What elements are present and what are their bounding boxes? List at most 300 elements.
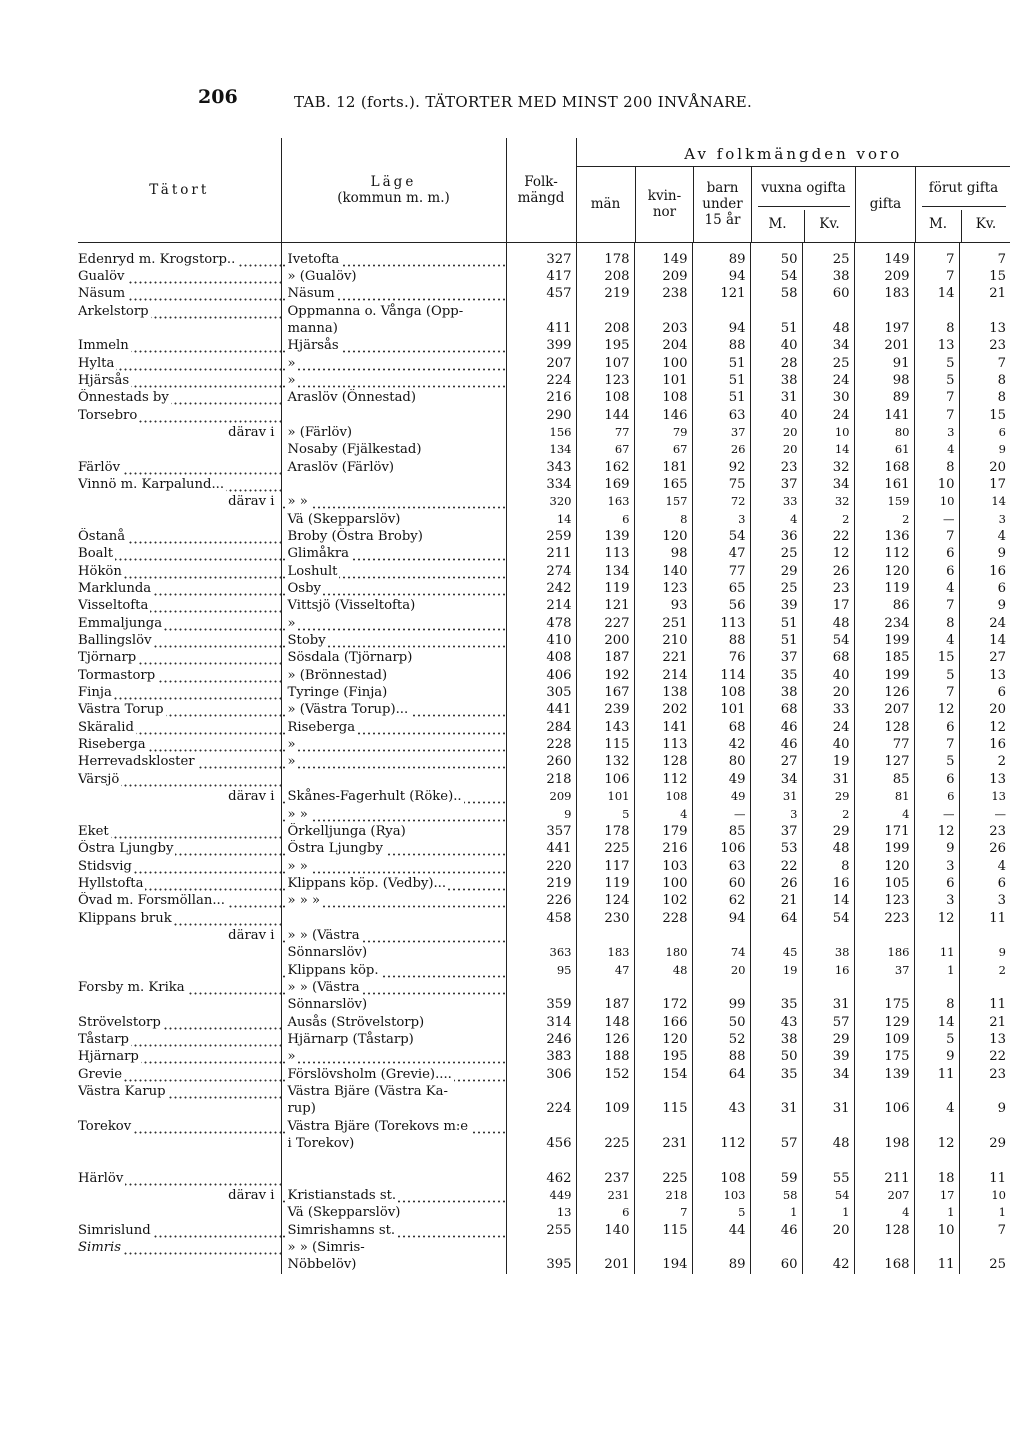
value-vk: 12 [802,545,854,562]
value-kv: 140 [634,563,692,580]
value-kv: 214 [634,667,692,684]
value-kv: 8 [634,511,692,528]
value-folk: 259 [506,528,576,545]
value-gifta [854,927,914,944]
table-row [78,736,1010,753]
value-vm: 51 [750,320,802,337]
tatort-name [78,1205,80,1220]
lage-cell [281,858,506,875]
header-forut-m: M. [928,216,948,232]
lage-text: » (Färlöv) [287,424,353,440]
table-row [78,858,1010,875]
value-fk: 20 [959,459,1010,476]
value-fk: 15 [959,407,1010,424]
value-fm: 3 [914,858,959,875]
value-kv: 149 [634,251,692,268]
value-fm: 4 [914,580,959,597]
value-fm [914,1083,959,1100]
value-man: 188 [576,1048,634,1065]
value-vm: 26 [750,875,802,892]
value-barn: 75 [692,476,750,493]
value-folk: 334 [506,476,576,493]
value-vm: 38 [750,372,802,389]
tatort-name: Västra Torup [78,702,164,718]
value-barn: 63 [692,407,750,424]
value-vk: 24 [802,372,854,389]
header-vuxna-kv: Kv. [819,216,840,232]
tatort-name: Emmaljunga [78,615,163,631]
lage-text: Ausås (Strövelstorp) [287,1014,425,1030]
tatort-name: därav i [228,1188,275,1204]
value-fk [959,979,1010,996]
value-fm: 4 [914,632,959,649]
value-vm: 20 [750,441,802,458]
tatort-cell [78,719,281,736]
value-fk: 27 [959,649,1010,666]
table-row [78,1204,1010,1221]
value-fm: 12 [914,823,959,840]
lage-text: Ivetofta [287,251,340,267]
lage-text: Stoby [287,633,326,649]
value-vm: 35 [750,996,802,1013]
value-gifta: 207 [854,1187,914,1204]
value-fm: 17 [914,1187,959,1204]
tatort-cell [78,320,281,337]
tatort-name [78,807,80,822]
header-lage [281,138,506,243]
table-row [78,389,1010,406]
value-vk: 54 [802,632,854,649]
table-row [78,927,1010,944]
value-vm: 46 [750,1222,802,1239]
value-man [576,927,634,944]
tatort-name [78,997,80,1012]
tatort-name: Grevie [78,1066,123,1082]
value-vk: 55 [802,1170,854,1187]
table-row [78,701,1010,718]
table-row [78,1100,1010,1117]
value-folk: 458 [506,910,576,927]
tatort-cell [78,1118,281,1135]
value-folk: 314 [506,1014,576,1031]
value-barn: 74 [692,944,750,961]
value-kv: 100 [634,875,692,892]
value-barn: 103 [692,1187,750,1204]
value-fk: 3 [959,511,1010,528]
value-vm: 46 [750,719,802,736]
value-vm: 22 [750,858,802,875]
value-fm: 7 [914,389,959,406]
tatort-cell [78,806,281,823]
value-gifta [854,979,914,996]
value-vk: 57 [802,1014,854,1031]
value-vk: 30 [802,389,854,406]
value-folk [506,303,576,320]
value-kv: 180 [634,944,692,961]
value-man: 126 [576,1031,634,1048]
table-row [78,251,1010,268]
lage-cell [281,996,506,1013]
value-vm: 50 [750,1048,802,1065]
value-gifta: 126 [854,684,914,701]
value-fm [914,1239,959,1256]
tatort-name: därav i [228,789,275,805]
value-barn: 51 [692,372,750,389]
lage-text: » [287,615,296,631]
value-fm [914,979,959,996]
value-fm: 15 [914,649,959,666]
value-man: 134 [576,563,634,580]
value-barn: 108 [692,684,750,701]
value-fm: 6 [914,563,959,580]
value-vk: 48 [802,840,854,857]
value-gifta: 127 [854,753,914,770]
value-vm: 1 [750,1204,802,1221]
table-header [78,138,1010,243]
value-fk: 22 [959,1048,1010,1065]
value-gifta: 211 [854,1170,914,1187]
lage-text: » » [287,494,308,510]
tatort-cell [78,996,281,1013]
lage-text: Skånes-Fagerhult (Röke).. [287,789,462,805]
value-fm: 14 [914,285,959,302]
tatort-name [78,1257,80,1272]
lage-text: manna) [287,320,338,336]
value-vk: 32 [802,493,854,510]
value-vm [750,1239,802,1256]
value-folk: 224 [506,372,576,389]
value-man: 231 [576,1187,634,1204]
value-fk: 2 [959,753,1010,770]
value-man: 115 [576,736,634,753]
value-man: 77 [576,424,634,441]
page-number: 206 [198,86,238,108]
table-row [78,840,1010,857]
value-vm: 27 [750,753,802,770]
value-vm [750,979,802,996]
tatort-name [78,512,80,527]
lage-text: Förslövsholm (Grevie).... [287,1066,452,1082]
lage-cell [281,1066,506,1083]
value-man: 200 [576,632,634,649]
value-man: 119 [576,580,634,597]
value-kv: 165 [634,476,692,493]
tatort-name: Ballingslöv [78,633,152,649]
value-folk [506,979,576,996]
value-man: 169 [576,476,634,493]
value-vk: 10 [802,424,854,441]
value-man: 101 [576,788,634,805]
lage-cell [281,701,506,718]
value-fm: 9 [914,1048,959,1065]
tatort-name: Eket [78,823,109,839]
value-gifta: 149 [854,251,914,268]
value-folk: 228 [506,736,576,753]
value-folk: 441 [506,840,576,857]
value-fk: 21 [959,1014,1010,1031]
value-kv: 181 [634,459,692,476]
value-kv: 93 [634,597,692,614]
value-gifta: 175 [854,996,914,1013]
header-lage-title: Läge [370,174,417,190]
tatort-cell [78,771,281,788]
value-vm [750,927,802,944]
value-vk: 38 [802,944,854,961]
table-row [78,528,1010,545]
value-man: 187 [576,996,634,1013]
tatort-name: Strövelstorp [78,1014,161,1030]
value-barn: 49 [692,788,750,805]
value-kv: 100 [634,355,692,372]
value-fm: 8 [914,320,959,337]
tatort-cell [78,858,281,875]
value-fk: 24 [959,615,1010,632]
table-row [78,424,1010,441]
value-man: 109 [576,1100,634,1117]
lage-text: Araslöv (Önnestad) [287,390,417,406]
lage-text: Hjärsås [287,338,339,354]
lage-cell [281,1083,506,1100]
value-vm: 46 [750,736,802,753]
lage-text: Västra Bjäre (Torekovs m:e [287,1118,469,1134]
value-fk: 4 [959,528,1010,545]
table-row [78,788,1010,805]
value-folk [506,1083,576,1100]
value-vk: 8 [802,858,854,875]
value-fm: — [914,511,959,528]
value-fk: 9 [959,944,1010,961]
tatort-cell [78,511,281,528]
value-folk: 260 [506,753,576,770]
tatort-cell [78,545,281,562]
table-row [78,407,1010,424]
value-man: 143 [576,719,634,736]
tatort-cell [78,563,281,580]
value-vk: 20 [802,684,854,701]
value-fk: 7 [959,251,1010,268]
value-fk: 9 [959,441,1010,458]
tatort-cell [78,701,281,718]
value-kv [634,1083,692,1100]
tatort-name: Skäralid [78,719,134,735]
table-row [78,511,1010,528]
value-folk: 406 [506,667,576,684]
table-row [78,962,1010,979]
lage-text: Nosaby (Fjälkestad) [287,442,422,458]
table-row [78,615,1010,632]
value-folk: 395 [506,1256,576,1273]
value-fm: 5 [914,753,959,770]
value-gifta: 128 [854,719,914,736]
value-vm: 25 [750,580,802,597]
table-row [78,910,1010,927]
header-forut: förut gifta M. Kv. [915,166,1011,242]
value-folk: 134 [506,441,576,458]
tatort-cell [78,476,281,493]
value-fm: 7 [914,251,959,268]
value-barn: 54 [692,528,750,545]
value-kv: 203 [634,320,692,337]
tatort-cell [78,528,281,545]
value-fm: 8 [914,615,959,632]
tatort-cell [78,667,281,684]
value-fm: 18 [914,1170,959,1187]
value-fk: 23 [959,1066,1010,1083]
tatort-cell [78,875,281,892]
value-kv: 216 [634,840,692,857]
value-barn: 65 [692,580,750,597]
population-table [78,138,1010,1274]
value-folk: 408 [506,649,576,666]
value-folk: 226 [506,892,576,909]
table-row [78,320,1010,337]
value-kv: 154 [634,1066,692,1083]
value-folk: 410 [506,632,576,649]
value-fm: 11 [914,1256,959,1273]
tatort-cell [78,268,281,285]
value-gifta: 185 [854,649,914,666]
value-man: 208 [576,268,634,285]
value-vk: 16 [802,962,854,979]
table-row [78,1083,1010,1100]
tatort-name: Boalt [78,546,114,562]
lage-cell [281,407,506,424]
value-barn: 47 [692,545,750,562]
table-row [78,1135,1010,1152]
header-lage-sub: (kommun m. m.) [337,190,450,206]
value-kv: 113 [634,736,692,753]
value-vk: 17 [802,597,854,614]
value-fk: 8 [959,389,1010,406]
value-barn: 3 [692,511,750,528]
value-man: 187 [576,649,634,666]
value-fk [959,927,1010,944]
value-vk: 40 [802,736,854,753]
tatort-cell [78,1170,281,1187]
value-vm [750,1083,802,1100]
value-gifta: 89 [854,389,914,406]
value-folk: 441 [506,701,576,718]
value-kv: 108 [634,389,692,406]
value-vk: 31 [802,771,854,788]
value-man: 124 [576,892,634,909]
tatort-cell [78,840,281,857]
value-man: 139 [576,528,634,545]
value-folk: 306 [506,1066,576,1083]
value-fm: 7 [914,528,959,545]
value-vk: 29 [802,1031,854,1048]
tatort-cell [78,580,281,597]
value-kv: 202 [634,701,692,718]
lage-cell [281,493,506,510]
tatort-cell [78,1083,281,1100]
lage-text [288,911,290,926]
table-row [78,806,1010,823]
value-gifta: 234 [854,615,914,632]
lage-cell [281,337,506,354]
value-fk: 13 [959,320,1010,337]
value-gifta: 109 [854,1031,914,1048]
lage-cell [281,1118,506,1135]
value-gifta: 61 [854,441,914,458]
value-fm: 7 [914,684,959,701]
header-tatort: Tätort [78,138,281,243]
lage-cell [281,1187,506,1204]
value-man: 117 [576,858,634,875]
value-vm: 3 [750,806,802,823]
value-barn [692,1239,750,1256]
value-man: 162 [576,459,634,476]
value-fk: 23 [959,337,1010,354]
value-fk: 7 [959,1222,1010,1239]
value-fk: 6 [959,875,1010,892]
value-vk: 1 [802,1204,854,1221]
value-vm: 50 [750,251,802,268]
value-kv: 238 [634,285,692,302]
lage-text: Östra Ljungby [287,841,383,857]
tatort-name: Tormastorp [78,667,156,683]
value-man: 140 [576,1222,634,1239]
value-gifta: 4 [854,1204,914,1221]
value-fk: 9 [959,597,1010,614]
value-vm: 35 [750,667,802,684]
value-fk: 7 [959,355,1010,372]
tatort-cell [78,441,281,458]
value-fk: 20 [959,701,1010,718]
value-fm: 4 [914,441,959,458]
value-man: 192 [576,667,634,684]
value-vk: 34 [802,476,854,493]
lage-text: Kristianstads st. [287,1188,397,1204]
lage-text: Broby (Östra Broby) [287,529,423,544]
lage-cell [281,1100,506,1117]
value-gifta: 119 [854,580,914,597]
value-man: 167 [576,684,634,701]
tatort-cell [78,1256,281,1273]
table-row [78,372,1010,389]
value-fk: 4 [959,858,1010,875]
tatort-name: Västra Karup [78,1084,166,1099]
tatort-name: Klippans bruk [78,910,172,926]
value-vk: 68 [802,649,854,666]
tatort-name: Finja [78,685,112,701]
table-row [78,892,1010,909]
table-row [78,1014,1010,1031]
tatort-name [78,963,80,978]
value-kv: 141 [634,719,692,736]
tatort-cell [78,285,281,302]
value-folk: 9 [506,806,576,823]
tatort-name: Torsebro [78,407,138,423]
tatort-cell [78,1014,281,1031]
tatort-name: Hjärsås [78,372,130,388]
table-row [78,632,1010,649]
value-vk [802,1083,854,1100]
table-row [78,684,1010,701]
value-gifta: 186 [854,944,914,961]
value-folk: 417 [506,268,576,285]
value-man: 6 [576,511,634,528]
value-fm: 5 [914,1031,959,1048]
value-kv: 194 [634,1256,692,1273]
tatort-cell [78,632,281,649]
tatort-name: Immeln [78,338,129,354]
value-gifta: 136 [854,528,914,545]
value-fm: 4 [914,1100,959,1117]
tatort-name: Önnestads by [78,390,169,406]
tatort-cell [78,1031,281,1048]
lage-cell [281,632,506,649]
